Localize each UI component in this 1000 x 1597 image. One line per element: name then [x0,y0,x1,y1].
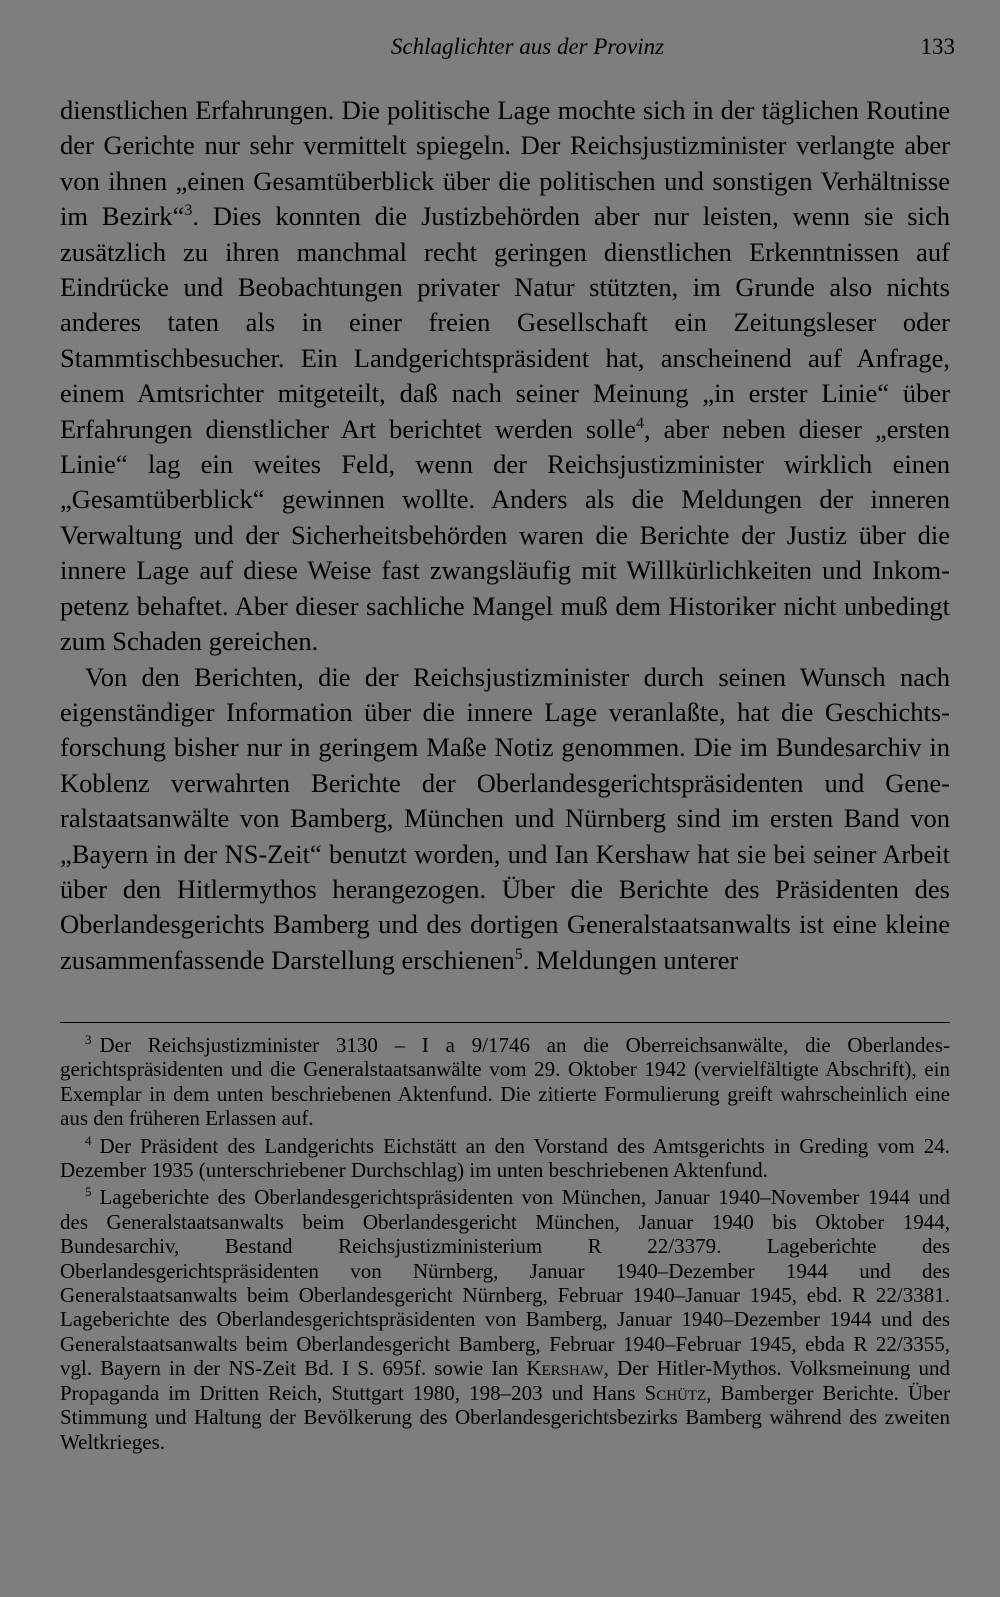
running-title: Schlaglichter aus der Provinz [390,34,665,59]
author-name: Schütz [644,1380,707,1405]
footnote-text: , Bamberger Berichte. Über Stimmung und Haltung der Bevölkerung des Oberlandesgerichtsbezirks Bamberg während des zweiten Weltkrieges. [60,1380,950,1454]
footnote [60,1185,950,1453]
paragraph-text: Von den Berichten, die der Reichsjustizminister durch seinen Wunsch nach eigenständiger Information über die innere Lage veranlaßte, hat die Geschichtsforschung bisher nur in geringem Maße Notiz genommen. Die im Bundesarchiv in Koblenz verwahrten Berichte der Oberlandesgerichtspräsidenten und Generalstaatsanwälte von Bamberg, München und Nürnberg sind im ersten Band von „Bayern in der NS-Zeit“ benutzt worden, und Ian Kershaw hat sie bei seiner Arbeit über den Hitlermythos herangezogen. Über die Berichte des Präsidenten des Oberlandesgerichts Bamberg und des dortigen Generalstaatsanwalts ist eine kleine zusammenfassende Darstellung erschienen [60,661,950,975]
paragraph [60,660,950,979]
page-number: 133 [920,34,955,59]
footnote-reference[interactable]: 5 [514,945,523,963]
running-head [60,34,955,64]
footnote-number: 5 [85,1184,92,1200]
paragraph-text: . Meldungen unterer [522,944,739,975]
footnotes [60,1033,950,1457]
footnote-text: Der Reichsjustizminister 3130 – I a 9/1746 an die Oberreichsanwälte, die Oberlandesgerichtspräsidenten und die Generalstaatsanwälte vom 29. Oktober 1942 (vervielfältigte Abschrift), ein Exemplar in dem unten beschriebenen Aktenfund. Die zitierte Formulierung greift wahrscheinlich eine aus den früheren Erlassen auf. [60,1033,950,1131]
paragraph-text: , aber neben dieser „ersten Linie“ lag ein weites Feld, wenn der Reichsjustizminister wirklich einen „Gesamtüberblick“ gewinnen wollte. Anders als die Meldungen der inneren Verwaltung und der Sicherheitsbehörden waren die Berichte der Justiz über die innere Lage auf diese Weise fast zwangsläufig mit Willkürlichkeiten und Inkompetenz behaftet. Aber dieser sachliche Mangel muß dem Historiker nicht unbedingt zum Schaden gereichen. [60,413,950,657]
footnote-text: , Der Hitler-Mythos. Volksmeinung und Propaganda im Dritten Reich, Stuttgart 1980, 198–203 und Hans [60,1356,951,1405]
footnote-text: Lageberichte des Oberlandesgerichtspräsidenten von München, Januar 1940–November 1944 und des Generalstaatsanwalts beim Oberlandesgericht München, Januar 1940 bis Oktober 1944, Bundesarchiv, Bestand Reichsjustizministerium R 22/3379. Lageberichte des Oberlandesgerichtspräsidenten von Nürnberg, Januar 1940–Dezember 1944 und des Generalstaatsanwalts beim Oberlandesgericht Nürnberg, Februar 1940–Januar 1945, ebd. R 22/3381. Lageberichte des Oberlandesgerichtspräsidenten von Bamberg, Januar 1940–Dezember 1944 und des Generalstaatsanwalts beim Oberlandesgericht Bamberg, Februar 1940–Februar 1945, ebda R 22/3355, vgl. Bayern in der NS-Zeit Bd. I S. 695f. sowie Ian [60,1185,950,1381]
footnote-separator [60,1022,950,1023]
footnote-number: 4 [85,1132,92,1148]
author-name: Kershaw [526,1356,604,1381]
footnote-reference[interactable]: 4 [635,414,644,432]
body-text [60,93,950,978]
footnote [60,1134,950,1183]
paragraph-text: dienstlichen Erfahrungen. Die politische Lage mochte sich in der täglichen Routine der Gerichte nur sehr vermittelt spiegeln. Der Reichsjustizminister verlangte aber von ihnen „einen Gesamtüberblick über die politischen und sonstigen Verhältnisse im Bezirk“ [60,95,950,232]
footnote-text: Der Präsident des Landgerichts Eichstätt an den Vorstand des Amtsgerichts in Greding vom 24. Dezember 1935 (unterschriebener Durchschlag) im unten beschriebenen Aktenfund. [60,1133,950,1183]
footnote [60,1033,950,1131]
footnote-reference[interactable]: 3 [184,202,193,220]
paragraph-text: . Dies konnten die Justizbehörden aber nur leisten, wenn sie sich zusätzlich zu ihren manchmal recht geringen dienstlichen Erkenntnissen auf Eindrücke und Beobachtungen privater Natur stützten, im Grunde also nichts anderes taten als in einer freien Gesellschaft ein Zeitungsleser oder Stammtischbesucher. Ein Landgerichtspräsident hat, anscheinend auf Anfrage, einem Amtsrichter mitgeteilt, daß nach seiner Meinung „in erster Linie“ über Erfahrungen dienstlicher Art berichtet werden solle [60,201,950,444]
paragraph [60,93,950,660]
footnote-number: 3 [85,1032,92,1047]
